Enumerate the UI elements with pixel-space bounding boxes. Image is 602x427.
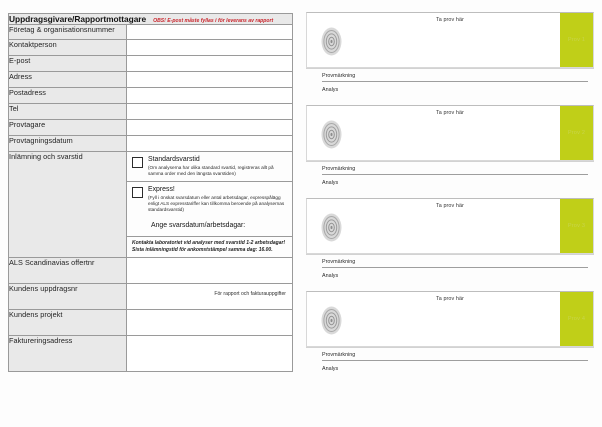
fingerprint-icon	[321, 213, 342, 242]
label-foretag: Företag & organisationsnummer	[9, 25, 127, 40]
sample-strip	[306, 291, 594, 372]
client-info-form	[8, 13, 293, 372]
prov-tab-label: Prov 2	[567, 130, 586, 136]
input-foretag[interactable]	[127, 25, 293, 40]
prov-tab-label: Prov 4	[567, 316, 586, 322]
express-title: Express!	[148, 185, 175, 193]
standardsvarstid-desc: (Om analyserna har olika standard svartid, registreras allt på samma order med den längsta svarstiden)	[148, 164, 274, 176]
checkbox-express[interactable]	[132, 187, 143, 198]
table-row	[9, 258, 293, 284]
svarstid-cell	[127, 152, 293, 258]
label-faktureringsadress: Faktureringsadress	[9, 336, 127, 372]
sample-meta	[306, 347, 594, 372]
table-row	[9, 104, 293, 120]
table-row	[9, 136, 293, 152]
label-uppdragsnr: Kundens uppdragsnr	[9, 284, 127, 310]
field-provmarkning[interactable]: Provmärkning	[322, 161, 588, 175]
prov-tab-label: Prov 1	[567, 37, 586, 43]
fingerprint-icon	[321, 27, 342, 56]
field-analys[interactable]: Analys	[322, 180, 339, 186]
label-epost: E-post	[9, 56, 127, 72]
sample-strip	[306, 12, 594, 93]
standardsvarstid-title: Standardsvarstid	[148, 156, 200, 163]
prov-tab	[560, 106, 593, 160]
prov-tab-label: Prov 3	[567, 223, 586, 229]
input-postadress[interactable]	[127, 88, 293, 104]
field-provmarkning[interactable]: Provmärkning	[322, 68, 588, 82]
field-provmarkning[interactable]: Provmärkning	[322, 254, 588, 268]
label-provtagare: Provtagare	[9, 120, 127, 136]
label-postadress: Postadress	[9, 88, 127, 104]
svarstid-row	[9, 152, 293, 258]
input-faktureringsadress[interactable]	[127, 336, 293, 372]
table-row	[9, 72, 293, 88]
prov-tab	[560, 199, 593, 253]
sample-tube[interactable]	[306, 105, 594, 161]
field-analys[interactable]: Analys	[322, 273, 339, 279]
note-kontakta-laboratoriet: Kontakta laboratoriet vid analyser med svarstid 1-2 arbetsdagar!	[132, 239, 286, 246]
form-table	[8, 13, 293, 372]
label-kundens-projekt: Kundens projekt	[9, 310, 127, 336]
fingerprint-icon	[321, 306, 342, 335]
table-row	[9, 336, 293, 372]
sample-strip	[306, 105, 594, 186]
table-row	[9, 120, 293, 136]
form-header-row	[9, 14, 293, 25]
form-header-cell	[9, 14, 293, 25]
label-kontaktperson: Kontaktperson	[9, 40, 127, 56]
label-offertnr: ALS Scandinavias offertnr	[9, 258, 127, 284]
page-title: Uppdragsgivare/Rapportmottagare	[9, 14, 147, 24]
field-analys[interactable]: Analys	[322, 87, 339, 93]
sample-strips-panel	[306, 12, 594, 384]
fingerprint-icon	[321, 120, 342, 149]
sample-strip	[306, 198, 594, 279]
svarstid-notes	[127, 237, 292, 257]
tube-instruction-label: Ta prov här	[435, 110, 465, 116]
table-row	[9, 56, 293, 72]
standard-option-block[interactable]	[127, 152, 292, 182]
email-required-note: OBS! E-post måste fyllas i för leverans av rapport	[153, 18, 274, 24]
sample-tube[interactable]	[306, 12, 594, 68]
label-inlamning-svarstid: Inlämning och svarstid	[9, 152, 127, 258]
checkbox-standardsvarstid[interactable]	[132, 157, 143, 168]
table-row	[9, 88, 293, 104]
sample-meta	[306, 161, 594, 186]
ange-svarsdatum-label: Ange svarsdatum/arbetsdagar:	[151, 221, 246, 229]
input-tel[interactable]	[127, 104, 293, 120]
input-kontaktperson[interactable]	[127, 40, 293, 56]
input-uppdragsnr[interactable]	[127, 284, 293, 310]
label-adress: Adress	[9, 72, 127, 88]
label-tel: Tel	[9, 104, 127, 120]
prov-tab	[560, 13, 593, 67]
note-sista-inlamningstid: Sista inlämningstid för ankomststämpel samma dag: 16.00.	[132, 246, 273, 253]
input-offertnr[interactable]	[127, 258, 293, 284]
input-adress[interactable]	[127, 72, 293, 88]
tube-instruction-label: Ta prov här	[435, 296, 465, 302]
input-provtagare[interactable]	[127, 120, 293, 136]
tube-instruction-label: Ta prov här	[435, 203, 465, 209]
sample-meta	[306, 68, 594, 93]
tube-instruction-label: Ta prov här	[435, 17, 465, 23]
input-provtagningsdatum[interactable]	[127, 136, 293, 152]
sample-meta	[306, 254, 594, 279]
input-kundens-projekt[interactable]	[127, 310, 293, 336]
table-row	[9, 310, 293, 336]
table-row	[9, 40, 293, 56]
prov-tab	[560, 292, 593, 346]
table-row	[9, 25, 293, 40]
express-desc: (Fyll i önskat svarsdatum eller antal arbetsdagar, expresspålägg enligt ALS expresstariffer kan tillkomma beroende på analysernas standardsvarstid)	[148, 194, 285, 212]
sample-tube[interactable]	[306, 291, 594, 347]
hint-rapport-faktura: För rapport och fakturauppgifter	[214, 291, 286, 298]
express-option-block[interactable]	[127, 182, 292, 237]
field-analys[interactable]: Analys	[322, 366, 339, 372]
sample-tube[interactable]	[306, 198, 594, 254]
table-row	[9, 284, 293, 310]
field-provmarkning[interactable]: Provmärkning	[322, 347, 588, 361]
label-provtagningsdatum: Provtagningsdatum	[9, 136, 127, 152]
input-epost[interactable]	[127, 56, 293, 72]
